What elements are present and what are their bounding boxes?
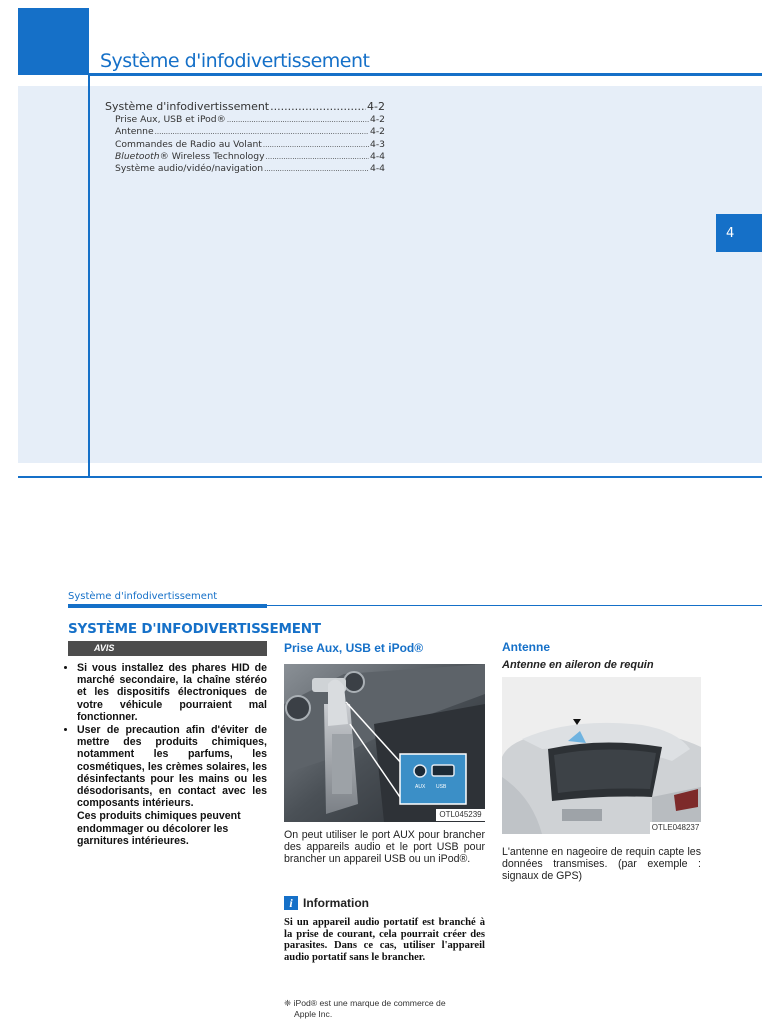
antenne-heading: Antenne: [502, 640, 550, 654]
aux-usb-heading: Prise Aux, USB et iPod®: [284, 641, 424, 655]
avis-badge: AVIS: [68, 641, 267, 656]
toc-entry-aux-usb[interactable]: Prise Aux, USB et iPod® ..... 4-2: [105, 114, 385, 126]
toc-entry-main[interactable]: Système d'infodivertissement ..... 4-2: [105, 100, 385, 114]
margin-line: [88, 75, 90, 477]
figure-code: OTL045239: [436, 809, 485, 821]
information-heading: [284, 896, 369, 910]
ipod-trademark-footnote: ❈ iPod® est une marque de commerce de Apple Inc.: [284, 998, 446, 1019]
page-bottom-rule: [18, 476, 762, 478]
antenne-body-text: L'antenne en nageoire de requin capte les données transmises. (par exemple : signaux de GPS): [502, 846, 701, 882]
running-head-thin-rule: [267, 605, 762, 606]
footnote-symbol: ❈: [284, 998, 292, 1008]
toc-entry-commandes[interactable]: Commandes de Radio au Volant ..... 4-3: [105, 139, 385, 151]
info-icon: i: [284, 896, 298, 910]
toc-entry-bluetooth[interactable]: Bluetooth® Wireless Technology ..... 4-4: [105, 151, 385, 163]
usb-port-label: USB: [436, 784, 447, 790]
aux-port-label: AUX: [415, 784, 426, 790]
avis-bullet: • Si vous installez des phares HID de marché secondaire, la chaîne stéréo et les dispositifs électroniques de votre véhicule pourraient mal fonctionner.: [77, 662, 267, 723]
aux-body-text: On peut utiliser le port AUX pour brancher des appareils audio et le port USB pour brancher un appareil USB ou un iPod®.: [284, 829, 485, 865]
chapter-color-block: [18, 8, 89, 75]
figure-code: OTLE048237: [651, 823, 700, 832]
toc-entry-navigation[interactable]: Système audio/vidéo/navigation ..... 4-4: [105, 163, 385, 175]
section-title: SYSTÈME D'INFODIVERTISSEMENT: [68, 621, 321, 637]
header-rule: [89, 73, 762, 76]
toc-entry-antenne[interactable]: Antenne ..... 4-2: [105, 126, 385, 138]
information-label: Information: [303, 896, 369, 910]
aux-usb-port-photo: [284, 664, 485, 822]
avis-bullet: • User de precaution afin d'éviter de mettre des produits chimiques, notamment les parfums, les cosmétiques, les crèmes solaires, les désinfectants pour les mains ou les désodorisants, en contact avec les composants intérieurs.: [77, 724, 267, 809]
table-of-contents: [105, 100, 385, 175]
shark-fin-antenna-photo: [502, 677, 701, 834]
running-head-rule: [68, 604, 267, 608]
running-head: Système d'infodivertissement: [68, 591, 218, 602]
information-body: Si un appareil audio portatif est branché à la prise de courant, cela pourrait créer des parasites. Dans ce cas, utiliser l'appareil audio portatif sans le brancher.: [284, 917, 485, 963]
chapter-title: Système d'infodivertissement: [100, 50, 370, 72]
chapter-tab[interactable]: 4: [716, 214, 762, 252]
avis-followup: Ces produits chimiques peuvent endommager ou décolorer les garnitures intérieures.: [77, 810, 241, 847]
antenne-subheading: Antenne en aileron de requin: [502, 659, 654, 671]
avis-notice: [64, 662, 267, 847]
